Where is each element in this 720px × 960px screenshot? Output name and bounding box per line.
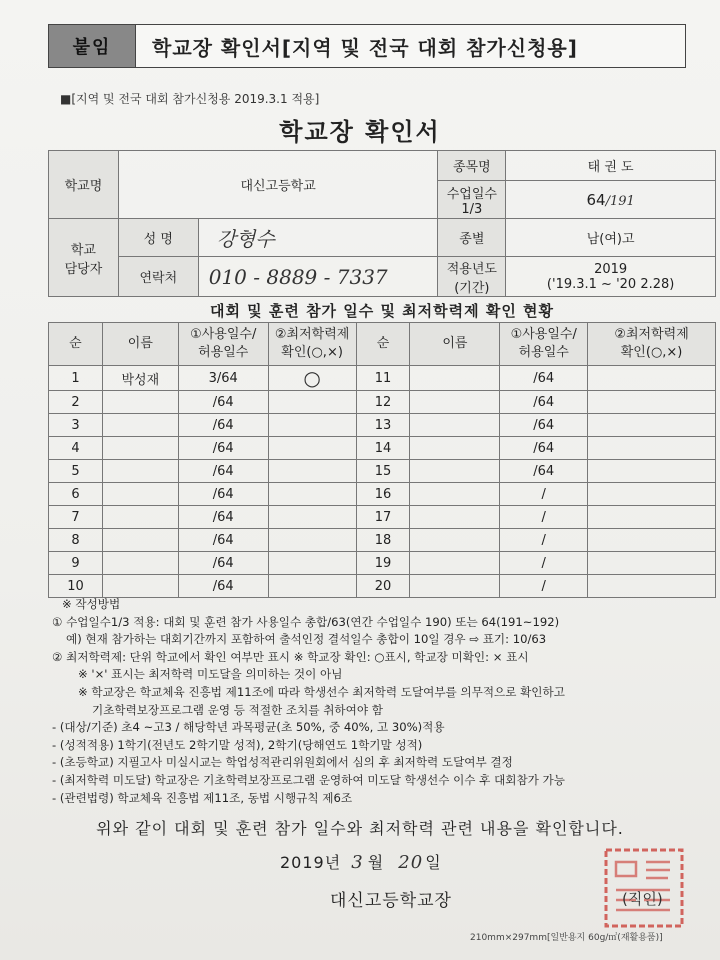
table-row: [49, 460, 716, 483]
header-days: [178, 323, 268, 366]
table-row: [49, 483, 716, 506]
row-name: [102, 529, 178, 552]
gender-value: 남(여)고: [506, 219, 716, 257]
days-label-line1: 수업일수: [446, 186, 497, 202]
row-check: [268, 414, 356, 437]
row-check: [588, 366, 716, 391]
row-check: [588, 437, 716, 460]
row-no: 7: [49, 506, 103, 529]
note-2-c: 기초학력보장프로그램 운영 등 적절한 조치를 취하여야 함: [92, 702, 383, 717]
header-days-2-line1: ①사용일수/: [510, 327, 577, 343]
row-no: 14: [356, 437, 410, 460]
date-year: 2019년: [280, 853, 342, 872]
header-days-line2: 허용일수: [198, 345, 249, 360]
row-days: 3/64: [178, 366, 268, 391]
days-label-line2: 1/3: [461, 201, 483, 217]
row-no: 5: [49, 460, 103, 483]
detail-1: - (대상/기준) 초4 ~고3 / 해당학년 과목평균(초 50%, 중 40%, 고 30%)적용: [52, 720, 445, 735]
date-month-unit: 월: [367, 853, 385, 872]
paper-spec-footer: 210mm×297mm[일반용지 60g/㎡(재활용품)]: [470, 933, 663, 943]
row-name: [410, 460, 500, 483]
row-check: [268, 552, 356, 575]
row-name: 박성재: [102, 366, 178, 391]
row-check: [588, 391, 716, 414]
row-check: [588, 483, 716, 506]
header-check-2-line2: 확인(○,×): [620, 345, 683, 360]
header-days-line1: ①사용일수/: [190, 327, 257, 343]
row-name: [410, 483, 500, 506]
row-name: [410, 529, 500, 552]
header-no-2: 순: [356, 323, 410, 366]
table-row: [49, 552, 716, 575]
table-row: [49, 366, 716, 391]
sport-value: 태 권 도: [506, 151, 716, 181]
row-name: [102, 575, 178, 598]
row-check: [268, 391, 356, 414]
year-value: [506, 257, 716, 297]
name-label: 성 명: [118, 219, 198, 257]
date-line: [280, 850, 442, 873]
table-row: [49, 414, 716, 437]
header-name: 이름: [102, 323, 178, 366]
row-no: 17: [356, 506, 410, 529]
header-name-2: 이름: [410, 323, 500, 366]
note-2-b: ※ 학교장은 학교체육 진흥법 제11조에 따라 학생선수 최저학력 도달여부를 의무적으로 확인하고: [78, 684, 565, 699]
row-check: [268, 437, 356, 460]
row-name: [410, 366, 500, 391]
row-check: [588, 460, 716, 483]
row-days: /64: [178, 506, 268, 529]
date-day: 20: [398, 852, 424, 873]
header-check-2: [588, 323, 716, 366]
row-days: /: [500, 552, 588, 575]
note-2-a: ※ '×' 표시는 최저학력 미도달을 의미하는 것이 아님: [78, 667, 343, 682]
row-no: 20: [356, 575, 410, 598]
row-days: /64: [178, 460, 268, 483]
confirmation-text: 위와 같이 대회 및 훈련 참가 일수와 최저학력 관련 내용을 확인합니다.: [96, 819, 624, 838]
row-no: 11: [356, 366, 410, 391]
signer-name: 대신고등학교장: [330, 891, 452, 911]
row-name: [102, 552, 178, 575]
year-label-line2: (기간): [454, 280, 490, 296]
row-check: [268, 460, 356, 483]
row-no: 12: [356, 391, 410, 414]
row-no: 16: [356, 483, 410, 506]
notes-heading: ※ 작성방법: [62, 597, 121, 611]
status-title: 대회 및 훈련 참가 일수 및 최저학력제 확인 현황: [209, 302, 555, 320]
row-check: [588, 529, 716, 552]
date-day-unit: 일: [425, 853, 442, 872]
header-days-2-line2: 허용일수: [518, 345, 569, 360]
row-no: 15: [356, 460, 410, 483]
days-total-handwritten: /191: [605, 193, 635, 209]
row-name: [102, 437, 178, 460]
row-check: ○: [268, 366, 356, 391]
header-no: 순: [49, 323, 103, 366]
sport-label: 종목명: [438, 151, 506, 181]
row-name: [102, 506, 178, 529]
notes-section: [52, 596, 712, 807]
table-row: [49, 391, 716, 414]
school-label: 학교명: [49, 151, 119, 219]
row-no: 10: [49, 575, 103, 598]
row-name: [410, 575, 500, 598]
row-no: 6: [49, 483, 103, 506]
year-label: [438, 257, 506, 297]
contact-label: 연락처: [118, 257, 198, 297]
days-value: 64: [586, 190, 606, 209]
row-days: /64: [500, 414, 588, 437]
row-days: /: [500, 575, 588, 598]
row-check: [588, 506, 716, 529]
row-check: [268, 529, 356, 552]
note-1: ① 수업일수1/3 적용: 대회 및 훈련 참가 사용일수 총합/63(연간 수업일수 190) 또는 64(191~192): [52, 614, 560, 629]
info-table: [48, 150, 716, 297]
row-check: [588, 414, 716, 437]
header-check: [268, 323, 356, 366]
row-no: 19: [356, 552, 410, 575]
row-no: 1: [49, 366, 103, 391]
table-row: [49, 575, 716, 598]
header-check-line1: ②최저학력제: [274, 327, 350, 343]
note-1-example: 예) 현재 참가하는 대회기간까지 포함하여 출석인정 결석일수 총합이 10일 경우 ⇨ 표기: 10/63: [66, 632, 547, 647]
row-name: [410, 552, 500, 575]
school-value: 대신고등학교: [118, 151, 438, 219]
row-name: [102, 391, 178, 414]
row-days: /64: [500, 366, 588, 391]
row-days: /: [500, 529, 588, 552]
row-name: [410, 437, 500, 460]
header-days-2: [500, 323, 588, 366]
days-cell: [506, 181, 716, 219]
row-name: [410, 391, 500, 414]
days-label: [438, 181, 506, 219]
row-check: [268, 483, 356, 506]
row-days: /64: [178, 414, 268, 437]
row-days: /: [500, 483, 588, 506]
row-days: /: [500, 506, 588, 529]
name-value: 강형수: [198, 219, 438, 257]
table-row: [49, 437, 716, 460]
manager-label-line2: 담당자: [64, 261, 103, 277]
year-value-line2: ('19.3.1 ~ '20 2.28): [546, 276, 675, 292]
detail-2: - (성적적용) 1학기(전년도 2학기말 성적), 2학기(당해연도 1학기말 성적): [52, 737, 423, 752]
note-2: ② 최저학력제: 단위 학교에서 확인 여부만 표시 ※ 학교장 확인: ○표시, 학교장 미확인: × 표시: [52, 649, 529, 664]
table-row: [49, 529, 716, 552]
row-days: /64: [178, 552, 268, 575]
row-no: 13: [356, 414, 410, 437]
row-no: 2: [49, 391, 103, 414]
row-days: /64: [178, 483, 268, 506]
header-title: 학교장 확인서[지역 및 전국 대회 참가신청용]: [152, 35, 578, 60]
row-name: [102, 460, 178, 483]
row-no: 8: [49, 529, 103, 552]
row-days: /64: [178, 529, 268, 552]
row-name: [102, 414, 178, 437]
row-check: [268, 575, 356, 598]
attachment-tag: 붙임: [49, 25, 136, 67]
row-days: /64: [178, 437, 268, 460]
status-table: [48, 322, 716, 598]
header-box: [48, 24, 686, 68]
seal-label: (직인): [622, 890, 663, 908]
row-days: /64: [178, 391, 268, 414]
year-value-line1: 2019: [594, 261, 628, 277]
row-no: 4: [49, 437, 103, 460]
status-header-row: [49, 323, 716, 366]
date-month: 3: [351, 852, 364, 873]
row-days: /64: [500, 391, 588, 414]
manager-label: [49, 219, 119, 297]
row-no: 3: [49, 414, 103, 437]
contact-value: 010 - 8889 - 7337: [198, 257, 438, 297]
row-check: [268, 506, 356, 529]
row-check: [588, 575, 716, 598]
row-days: /64: [500, 460, 588, 483]
manager-label-line1: 학교: [70, 242, 96, 258]
gender-label: 종별: [438, 219, 506, 257]
year-label-line1: 적용년도: [446, 261, 497, 277]
detail-4: - (최저학력 미도달) 학교장은 기초학력보장프로그램 운영하여 미도달 학생선수 이수 후 대회참가 가능: [52, 772, 565, 787]
row-check: [588, 552, 716, 575]
row-name: [102, 483, 178, 506]
row-days: /64: [500, 437, 588, 460]
document-title: 학교장 확인서: [279, 118, 441, 146]
detail-5: - (관련법령) 학교체육 진흥법 제11조, 동법 시행규칙 제6조: [52, 790, 353, 805]
header-check-line2: 확인(○,×): [281, 345, 343, 360]
row-days: /64: [178, 575, 268, 598]
row-name: [410, 414, 500, 437]
header-check-2-line1: ②최저학력제: [614, 327, 689, 343]
row-no: 9: [49, 552, 103, 575]
row-no: 18: [356, 529, 410, 552]
usage-tag: ■[지역 및 전국 대회 참가신청용 2019.3.1 적용]: [60, 92, 320, 106]
detail-3: - (초등학교) 지필고사 미실시교는 학업성적관리위원회에서 심의 후 최저학력 도달여부 결정: [52, 755, 513, 770]
table-row: [49, 506, 716, 529]
row-name: [410, 506, 500, 529]
